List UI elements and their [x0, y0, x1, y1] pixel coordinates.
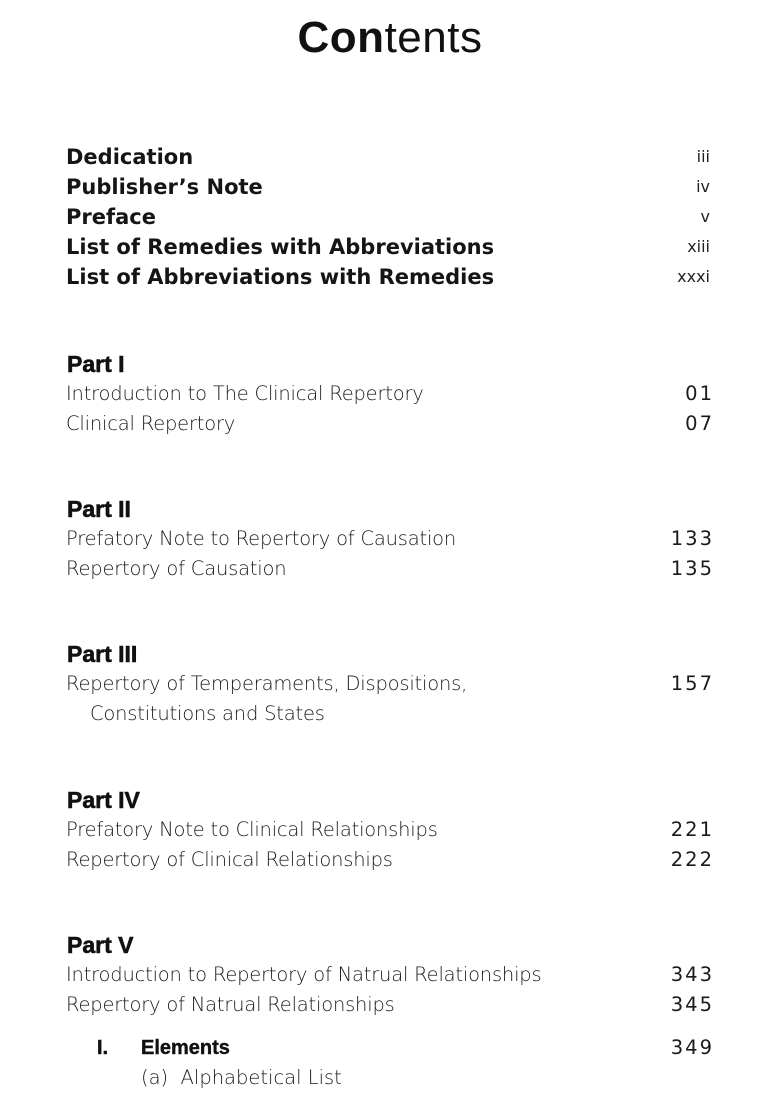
toc-entry-page: 222	[670, 848, 714, 871]
toc-entry-publishers-note[interactable]	[66, 173, 712, 203]
toc-entry-page: 135	[670, 557, 714, 580]
toc-entry-label: Dedication	[66, 145, 194, 169]
toc-entry-label: Introduction to The Clinical Repertory	[66, 382, 424, 405]
toc-entry-page: 157	[670, 672, 714, 695]
toc-entry-label: Constitutions and States	[90, 702, 325, 725]
toc-entry-page: 221	[670, 818, 714, 841]
toc-entry-label: Repertory of Natrual Relationships	[66, 993, 395, 1016]
toc-entry-page: xiii	[687, 237, 710, 256]
toc-entry-label: Repertory of Causation	[66, 557, 287, 580]
toc-entry-page: iii	[696, 147, 710, 166]
toc-entry-continuation[interactable]	[66, 700, 712, 730]
toc-entry-label: List of Abbreviations with Remedies	[66, 265, 495, 289]
title-light-part: tents	[384, 13, 483, 62]
subsection-number: I.	[97, 1037, 109, 1059]
part-heading-2: Part II	[67, 496, 131, 522]
toc-entry-label: Repertory of Temperaments, Dispositions,	[66, 672, 468, 695]
toc-entry-label: Publisher’s Note	[66, 175, 263, 199]
toc-entry-dedication[interactable]	[66, 143, 712, 173]
toc-entry-intro-clinical-repertory[interactable]	[66, 380, 712, 410]
toc-entry-label: Prefatory Note to Repertory of Causation	[66, 527, 457, 550]
toc-entry-label: Prefatory Note to Clinical Relationships	[66, 818, 438, 841]
toc-entry-label: List of Remedies with Abbreviations	[66, 235, 495, 259]
toc-entry-page: v	[700, 207, 710, 226]
toc-entry-page: 133	[670, 527, 714, 550]
toc-entry-repertory-temperaments[interactable]	[66, 670, 712, 700]
subsection-heading-elements[interactable]	[97, 1034, 230, 1062]
part-heading-1: Part I	[67, 351, 125, 377]
toc-entry-label: Introduction to Repertory of Natrual Relationships	[66, 963, 542, 986]
toc-entry-intro-natural-relationships[interactable]	[66, 961, 712, 991]
toc-entry-label: Repertory of Clinical Relationships	[66, 848, 393, 871]
toc-entry-label: Clinical Repertory	[66, 412, 236, 435]
toc-entry-prefatory-causation[interactable]	[66, 525, 712, 555]
toc-entry-page: 07	[685, 412, 714, 435]
toc-entry-page: xxxi	[677, 267, 710, 286]
toc-entry-label: Preface	[66, 205, 156, 229]
toc-entry-alphabetical-list[interactable]: (a) Alphabetical List	[141, 1066, 342, 1089]
toc-entry-page: 01	[685, 382, 714, 405]
toc-entry-list-of-remedies[interactable]	[66, 233, 712, 263]
part-heading-5: Part V	[67, 932, 134, 958]
toc-entry-page: iv	[696, 177, 710, 196]
toc-entry-page: 343	[670, 963, 714, 986]
toc-entry-list-of-abbreviations[interactable]	[66, 263, 712, 293]
toc-entry-clinical-repertory[interactable]	[66, 410, 712, 440]
subsection-page: 349	[670, 1036, 714, 1059]
toc-entry-repertory-clinical-relationships[interactable]	[66, 846, 712, 876]
page-title	[0, 12, 780, 64]
toc-entry-repertory-causation[interactable]	[66, 555, 712, 585]
subsection-title: Elements	[141, 1037, 230, 1059]
part-heading-4: Part IV	[67, 787, 140, 813]
toc-entry-preface[interactable]	[66, 203, 712, 233]
toc-entry-prefatory-clinical-relationships[interactable]	[66, 816, 712, 846]
toc-entry-repertory-natural-relationships[interactable]	[66, 991, 712, 1021]
part-heading-3: Part III	[67, 641, 138, 667]
toc-entry-page: 345	[670, 993, 714, 1016]
title-bold-part: Con	[297, 13, 385, 62]
